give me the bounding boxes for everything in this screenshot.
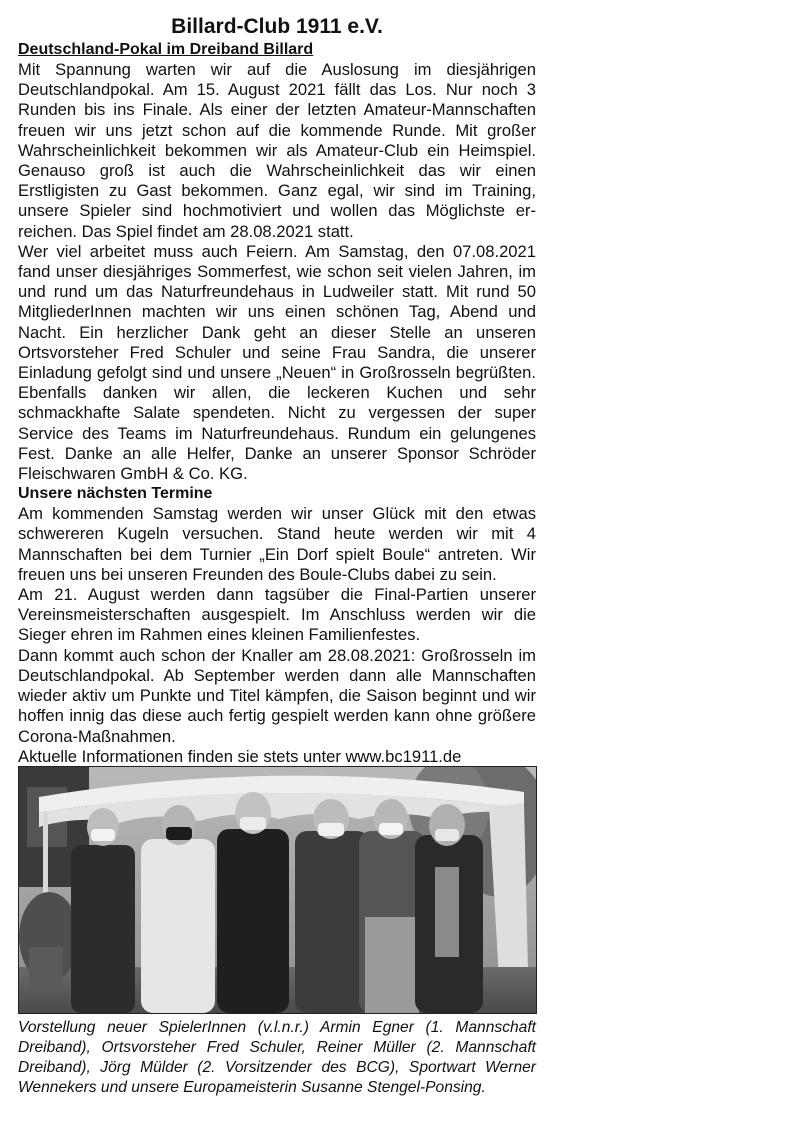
section-heading-termine: Unsere nächsten Termine — [18, 485, 213, 503]
paragraph-sommerfest: Wer viel arbeitet muss auch Feiern. Am Samstag, den 07.08.2021 fand unser diesjähriges Sommerfest, wie schon seit vielen Jahren, im und rund um das Naturfreundehaus in Ludweiler statt. Mit rund 50 MitgliederInnen machten wir uns einen schönen Tag, Abend und Nacht. Ein herzlicher Dank geht an dieser Stelle an unseren Ortsvorsteher Fred Schuler und seine Frau Sandra, die unserer Einladung gefolgt sind und unsere „Neuen“ in Großrosseln begrüßten. Ebenfalls danken wir allen, die leckeren Kuchen und sehr schmackhafte Salate spendeten. Nicht zu vergessen der super Service des Teams im Naturfreundehaus. Rundum ein gelungenes Fest. Danke an alle Helfer, Danke an unserer Sponsor Schröder Fleischwaren GmbH & Co. KG. — [18, 241, 536, 484]
section-heading-deutschland-pokal: Deutschland-Pokal im Dreiband Billard — [18, 41, 314, 58]
paragraph-auslosung: Mit Spannung warten wir auf die Auslosung im diesjährigen Deutschlandpokal. Am 15. August 2021 fällt das Los. Nur noch 3 Runden bis ins Finale. Als einer der letzten Amateur-Mannschaften freuen wir uns jetzt schon auf die kommende Runde. Mit großer Wahrscheinlichkeit bekommen wir als Amateur-Club ein Heimspiel. Genauso groß ist auch die Wahrscheinlichkeit das wir einen Erstligisten zu Gast bekommen. Ganz egal, wir sind im Training, unsere Spieler sind hochmotiviert und wollen das Möglichste erreichen. Das Spiel findet am 28.08.2021 statt. — [18, 60, 536, 241]
group-photo — [18, 766, 537, 1014]
photo-caption: Vorstellung neuer SpielerInnen (v.l.n.r.) Armin Egner (1. Mannschaft Dreiband), Ortsvorsteher Fred Schuler, Reiner Müller (2. Mannschaft Dreiband), Jörg Mülder (2. Vorsitzender des BCG), Sportwart Werner Wennekers und unsere Europameisterin Susanne Stengel-Ponsing. — [18, 1019, 536, 1096]
paragraph-deutschlandpokal: Dann kommt auch schon der Knaller am 28.08.2021: Großrosseln im Deutschlandpokal. Ab September werden dann alle Mannschaften wieder aktiv um Punkte und Titel kämpfen, die Saison beginnt und wir hoffen innig das diese auch fertig gespielt werden kann ohne größere Corona-Maßnahmen. — [18, 645, 536, 746]
paragraph-vereinsmeisterschaften: Am 21. August werden dann tagsüber die Final-Partien unserer Vereinsmeisterschaften ausgespielt. Im Anschluss werden wir die Sieger ehren im Rahmen eines kleinen Familienfestes. — [18, 585, 536, 645]
paragraph-boule: Am kommenden Samstag werden wir unser Glück mit den etwas schwereren Kugeln versuchen. Stand heute werden wir mit 4 Mannschaften bei dem Turnier „Ein Dorf spielt Boule“ antreten. Wir freuen uns bei unseren Freunden des Boule-Clubs dabei zu sein. — [18, 504, 536, 584]
article — [18, 14, 536, 767]
article-title: Billard-Club 1911 e.V. — [171, 15, 383, 38]
paragraph-website: Aktuelle Informationen finden sie stets unter www.bc1911.de — [18, 746, 462, 766]
